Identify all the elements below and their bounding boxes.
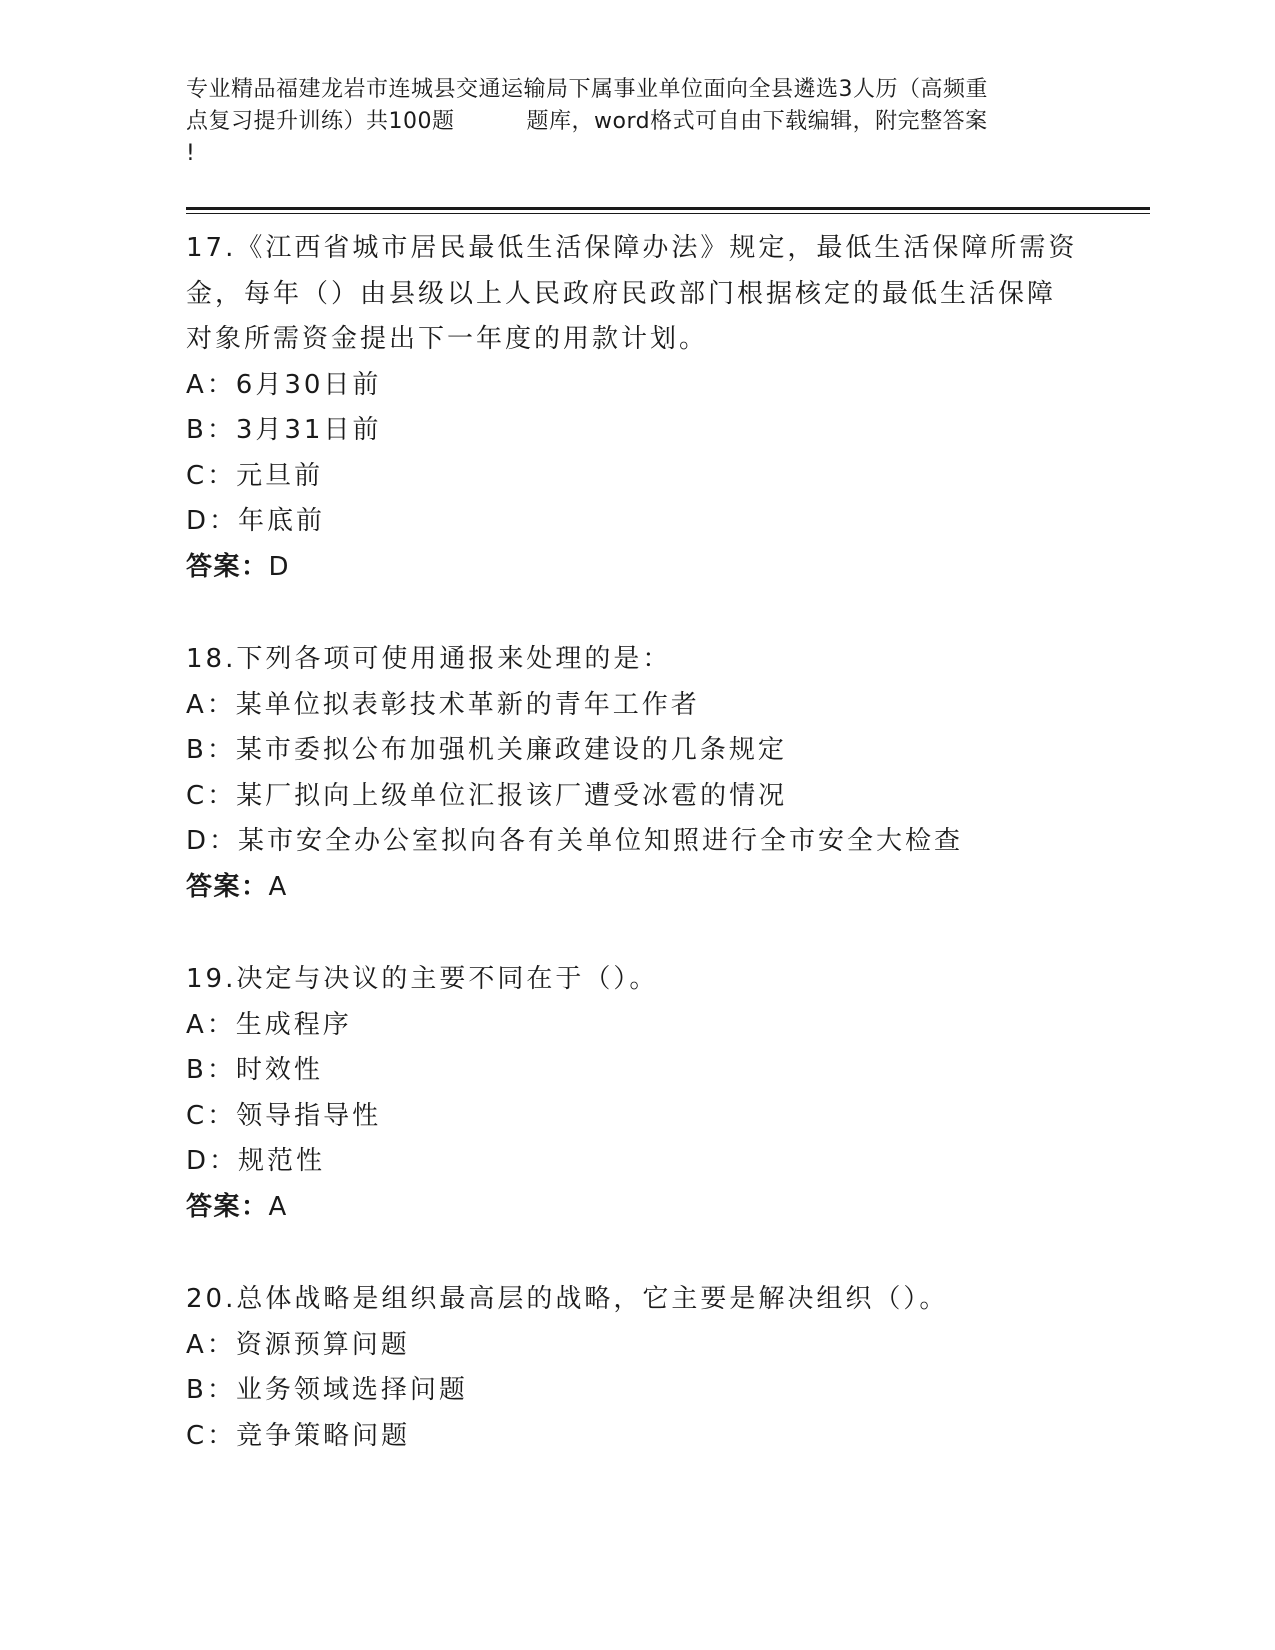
document-header (186, 74, 1086, 170)
header-line-2 (186, 106, 1086, 138)
option-c: C：领导指导性 (186, 1100, 382, 1131)
option-b: B：时效性 (186, 1055, 323, 1085)
question-list (186, 226, 1086, 1459)
question-17 (186, 226, 1086, 590)
option-c: C：某厂拟向上级单位汇报该厂遭受冰雹的情况 (186, 780, 788, 811)
header-line-3: ! (186, 141, 196, 166)
question-stem-line: 20.总体战略是组织最高层的战略，它主要是解决组织（）。 (186, 1284, 949, 1314)
question-stem-line: 17.《江西省城市居民最低生活保障办法》规定，最低生活保障所需资 (186, 233, 1078, 263)
option-b: B：3月31日前 (186, 415, 382, 445)
option-d: D：某市安全办公室拟向各有关单位知照进行全市安全大检查 (186, 826, 964, 856)
question-stem-line: 18.下列各项可使用通报来处理的是： (186, 644, 672, 674)
option-a: A：6月30日前 (186, 369, 382, 400)
option-a: A：生成程序 (186, 1009, 352, 1040)
option-b: B：业务领域选择问题 (186, 1375, 468, 1405)
question-20 (186, 1277, 1086, 1459)
question-18 (186, 637, 1086, 910)
option-c: C：竞争策略问题 (186, 1420, 411, 1451)
header-line-2a: 点复习提升训练）共100题 (186, 109, 455, 134)
answer-label: 答案： (186, 871, 269, 902)
header-divider-thick (186, 207, 1150, 210)
answer-label: 答案： (186, 1191, 269, 1222)
question-19 (186, 957, 1086, 1230)
option-c: C：元旦前 (186, 460, 324, 491)
answer-line (186, 865, 1086, 911)
header-line-1: 专业精品福建龙岩市连城县交通运输局下属事业单位面向全县遴选3人历（高频重 (186, 77, 988, 102)
answer-value: A (268, 1191, 288, 1222)
question-stem-line: 对象所需资金提出下一年度的用款计划。 (186, 324, 709, 354)
option-d: D：规范性 (186, 1146, 326, 1176)
option-b: B：某市委拟公布加强机关廉政建设的几条规定 (186, 735, 787, 765)
answer-value: D (268, 551, 291, 582)
question-stem-line: 19.决定与决议的主要不同在于（）。 (186, 964, 659, 994)
answer-line (186, 1185, 1086, 1231)
header-divider-thin (186, 213, 1150, 214)
answer-line (186, 545, 1086, 591)
header-line-2b: 题库，word格式可自由下载编辑，附完整答案 (526, 109, 988, 134)
answer-value: A (268, 871, 288, 902)
option-a: A：资源预算问题 (186, 1329, 410, 1360)
option-a: A：某单位拟表彰技术革新的青年工作者 (186, 689, 700, 720)
question-stem-line: 金，每年（）由县级以上人民政府民政部门根据核定的最低生活保障 (186, 278, 1057, 309)
option-d: D：年底前 (186, 506, 326, 536)
answer-label: 答案： (186, 551, 269, 582)
